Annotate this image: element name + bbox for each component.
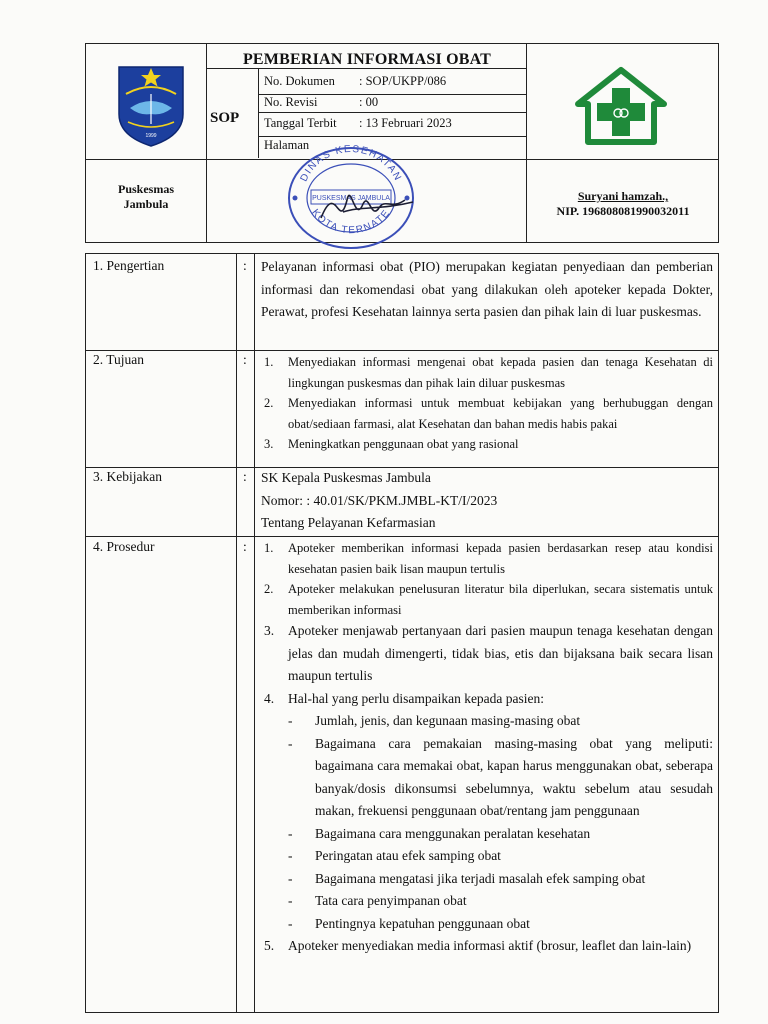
org-line-2: Jambula (123, 197, 169, 211)
list-item (261, 579, 713, 620)
kebijakan-line-3: Tentang Pelayanan Kefarmasian (261, 515, 436, 530)
sop-header-table (85, 43, 719, 243)
tujuan-list (261, 352, 713, 455)
list-item (261, 688, 713, 711)
issue-date-row (264, 116, 452, 131)
sub-item-text: Bagaimana cara pemakaian masing-masing obat yang meliputi: bagaimana cara memakai obat, kapan harus menggunakan obat, seberapa banyak/dosis dikonsumsi sebelumnya, waktu sebelum atau sesudah makan, frekuensi penggunaan obat/rentang jam penggunaan (315, 735, 713, 818)
prosedur-label: 4. Prosedur (93, 539, 155, 554)
list-item (261, 620, 713, 688)
puskesmas-logo (574, 66, 668, 146)
pengertian-text: Pelayanan informasi obat (PIO) merupakan kegiatan penyediaan dan pemberian informasi dan rekomendasi obat yang dilakukan oleh apoteker kepada Dokter, Perawat, profesi Kesehatan lainnya serta pasien dan pihak lain di luar puskesmas. (261, 259, 713, 319)
sub-item-text: Jumlah, jenis, dan kegunaan masing-masing obat (315, 713, 581, 728)
org-line-1: Puskesmas (117, 182, 174, 196)
list-item (261, 935, 713, 958)
document-title: PEMBERIAN INFORMASI OBAT (242, 51, 492, 68)
sub-item-text: Pentingnya kepatuhan penggunaan obat (315, 915, 530, 931)
kebijakan-colon: : (243, 469, 247, 484)
item-number: 2. (264, 582, 274, 596)
sub-item-text: Bagaimana mengatasi jika terjadi masalah efek samping obat (315, 870, 646, 886)
prosedur-colon: : (243, 539, 247, 554)
sub-list-item: - Bagaimana cara pemakaian masing-masing obat yang meliputi: bagaimana cara memakai obat, kapan harus menggunakan obat, seberapa banyak/dosis dikonsumsi sebelumnya, waktu sebelum atau sesudah makan, frekuensi penggunaan obat/rentang jam penggunaan (288, 735, 713, 818)
pengertian-label: 1. Pengertian (93, 258, 165, 273)
kebijakan-line-1: SK Kepala Puskesmas Jambula (261, 470, 431, 485)
item-text: Apoteker memberikan informasi kepada pasien berdasarkan resep atau kondisi kesehatan pasien baik lisan maupun tertulis (288, 541, 713, 576)
item-text: Apoteker menyediakan media informasi aktif (brosur, leaflet dan lain-lain) (288, 938, 692, 953)
tujuan-colon: : (243, 352, 247, 367)
prosedur-list (261, 538, 713, 958)
sub-list-item: - Pentingnya kepatuhan penggunaan obat (288, 915, 530, 931)
list-item (261, 352, 713, 393)
doc-number-row (264, 74, 447, 89)
ternate-city-logo (116, 64, 186, 148)
doc-number-label: No. Dokumen (264, 74, 335, 88)
sub-list-item: - Jumlah, jenis, dan kegunaan masing-masing obat (288, 713, 581, 728)
sub-list-item: - Bagaimana cara menggunakan peralatan kesehatan (288, 825, 591, 841)
item-number: 2. (264, 396, 274, 410)
sop-label: SOP (210, 110, 240, 126)
item-text: Menyediakan informasi mengenai obat kepada pasien dan tenaga Kesehatan di lingkungan puskesmas dan pihak lain diluar puskesmas (288, 355, 713, 390)
page-label: Halaman (264, 138, 310, 152)
item-text: Meningkatkan penggunaan obat yang rasional (288, 437, 519, 451)
item-number: 1. (264, 541, 274, 555)
kebijakan-label: 3. Kebijakan (93, 469, 162, 484)
doc-number-value: : SOP/UKPP/086 (359, 74, 447, 88)
list-item (261, 538, 713, 579)
organization-name (86, 182, 206, 212)
kebijakan-line-2: Nomor: : 40.01/SK/PKM.JMBL-KT/I/2023 (261, 492, 498, 508)
stamp-bottom-text: KOTA TERNATE (309, 207, 393, 237)
signer-block (526, 189, 720, 219)
item-number: 3. (264, 437, 274, 451)
stamp-center-text: PUSKESMAS JAMBULA (312, 195, 390, 202)
item-text: Apoteker menjawab pertanyaan dari pasien maupun tenaga kesehatan dengan jelas dan mudah dimengerti, tidak bias, etis dan bijaksana baik secara lisan maupun tertulis (288, 623, 713, 683)
issue-date-value: : 13 Februari 2023 (359, 116, 452, 130)
sub-list-item: - Tata cara penyimpanan obat (288, 893, 467, 908)
issue-date-label: Tanggal Terbit (264, 116, 337, 130)
signer-nip: NIP. 196808081990032011 (556, 204, 690, 218)
revision-label: No. Revisi (264, 95, 318, 109)
sop-content-table (85, 253, 719, 1013)
sub-list-item: - Bagaimana mengatasi jika terjadi masalah efek samping obat (288, 870, 646, 886)
tujuan-label: 2. Tujuan (93, 352, 145, 367)
signer-name: Suryani hamzah., (577, 189, 669, 203)
revision-row (264, 95, 379, 110)
list-item (261, 434, 713, 455)
stamp-top-text: DINAS KESEHATAN (298, 143, 404, 184)
logo-year: 1999 (145, 133, 157, 139)
item-text: Hal-hal yang perlu disampaikan kepada pasien: (288, 690, 545, 706)
sub-item-text: Tata cara penyimpanan obat (315, 893, 467, 908)
revision-value: : 00 (359, 95, 379, 109)
official-stamp (281, 140, 421, 250)
sub-item-text: Bagaimana cara menggunakan peralatan kesehatan (315, 825, 591, 841)
item-number: 1. (264, 355, 274, 369)
item-number: 5. (264, 938, 275, 953)
pengertian-colon: : (243, 258, 247, 273)
item-number: 4. (264, 690, 275, 706)
sub-item-text: Peringatan atau efek samping obat (315, 848, 501, 863)
sub-list-item: - Peringatan atau efek samping obat (288, 848, 501, 863)
item-text: Apoteker melakukan penelusuran literatur bila diperlukan, secara sistematis untuk memberikan informasi (288, 582, 713, 617)
item-number: 3. (264, 623, 275, 638)
list-item (261, 393, 713, 434)
svg-text:KOTA TERNATE (309, 207, 392, 236)
item-text: Menyediakan informasi untuk membuat kebijakan yang berhubuggan dengan obat/sediaan farmasi, alat Kesehatan dan bahan medis habis pakai (288, 396, 713, 431)
kebijakan-text (261, 467, 713, 535)
